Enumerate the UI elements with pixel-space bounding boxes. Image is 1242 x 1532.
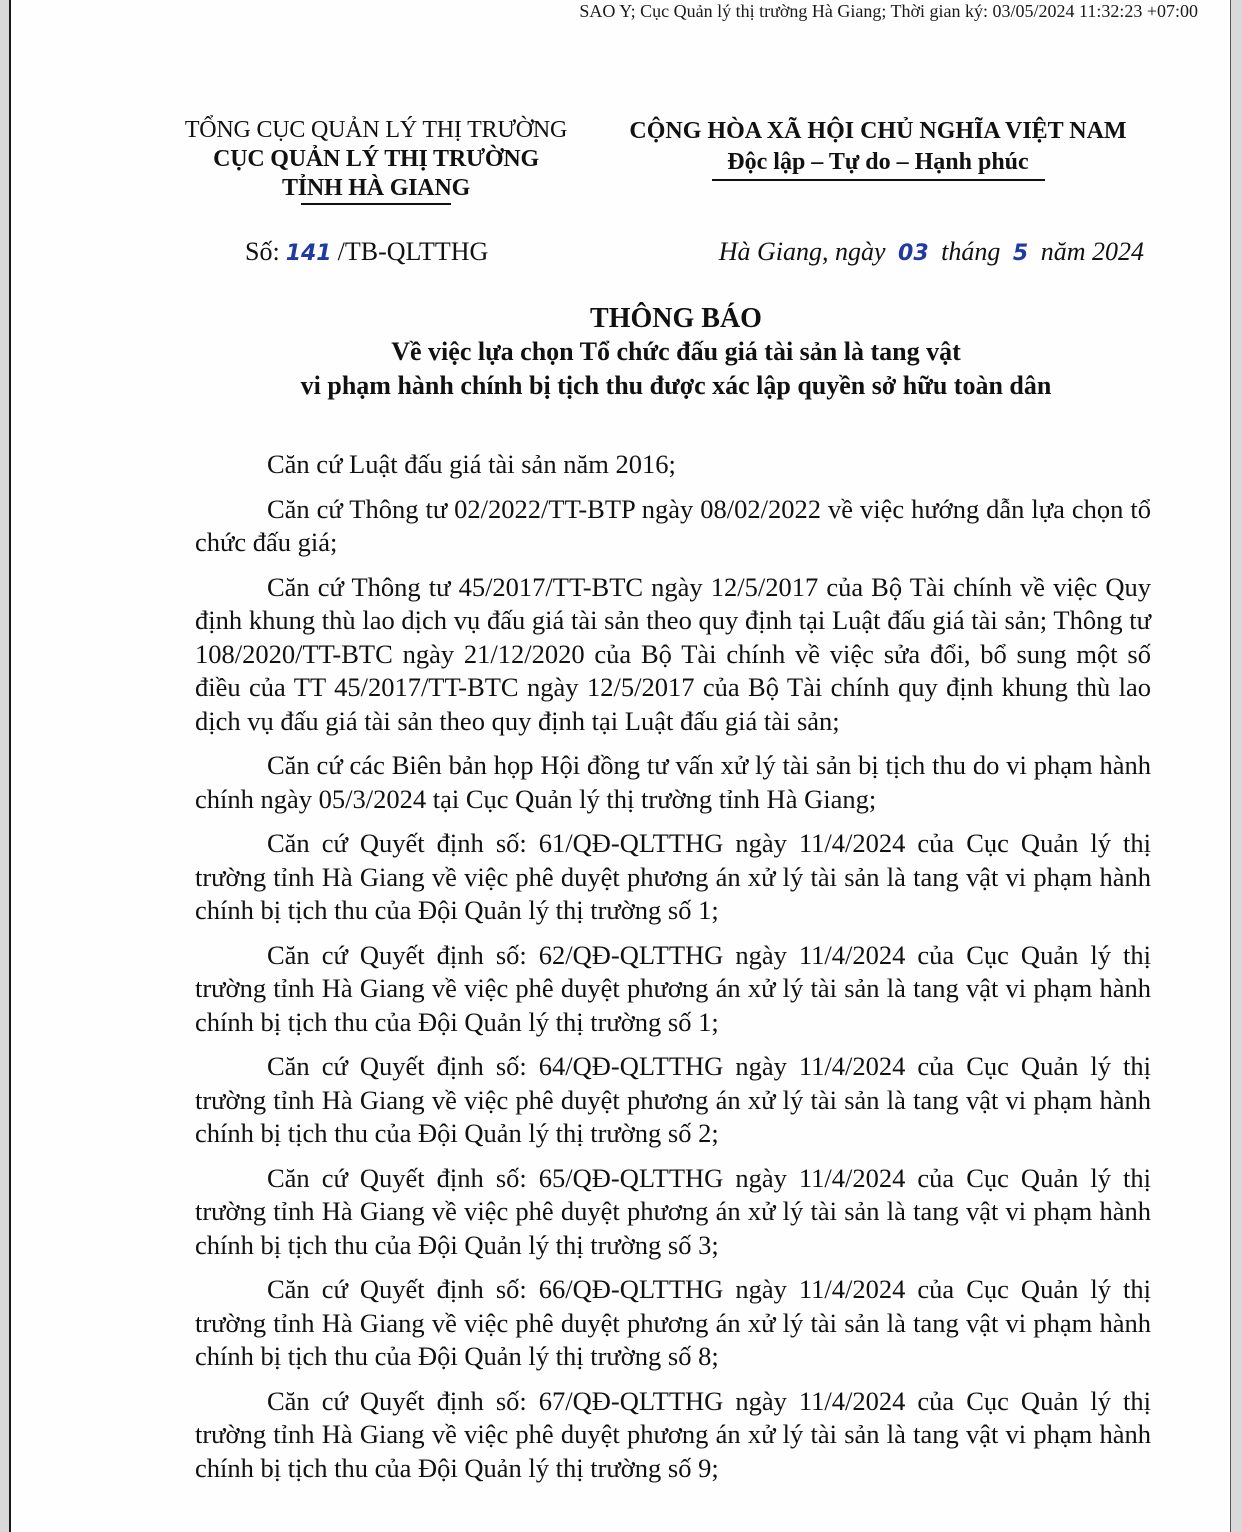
document-subtitle-line-1: Về việc lựa chọn Tổ chức đấu giá tài sản là tang vật [391, 337, 961, 366]
document-date [719, 236, 1144, 270]
national-motto-header [603, 116, 1153, 181]
date-year: năm 2024 [1040, 237, 1144, 266]
handwritten-month: 5 [1012, 241, 1029, 266]
digital-signature-stamp: SAO Y; Cục Quản lý thị trường Hà Giang; Thời gian ký: 03/05/2024 11:32:23 +07:00 [579, 1, 1198, 21]
handwritten-document-number: 141 [285, 241, 332, 266]
country-name: CỘNG HÒA XÃ HỘI CHỦ NGHĨA VIỆT NAM [629, 118, 1127, 144]
parent-agency: TỔNG CỤC QUẢN LÝ THỊ TRƯỜNG [184, 117, 568, 143]
handwritten-day: 03 [898, 241, 929, 266]
reference-prefix: Số: [245, 237, 280, 266]
motto-underline [712, 179, 1045, 181]
legal-basis-paragraph: Căn cứ Quyết định số: 67/QĐ-QLTTHG ngày 11/4/2024 của Cục Quản lý thị trường tỉnh Hà Giang về việc phê duyệt phương án xử lý tài sản là tang vật vi phạm hành chính bị tịch thu của Đội Quản lý thị trường số 9; [195, 1385, 1151, 1483]
document-reference [245, 236, 488, 270]
legal-basis-paragraph: Căn cứ Quyết định số: 62/QĐ-QLTTHG ngày 11/4/2024 của Cục Quản lý thị trường tỉnh Hà Giang về việc phê duyệt phương án xử lý tài sản là tang vật vi phạm hành chính bị tịch thu của Đội Quản lý thị trường số 1; [195, 939, 1151, 1037]
legal-basis-paragraph: Căn cứ Quyết định số: 64/QĐ-QLTTHG ngày 11/4/2024 của Cục Quản lý thị trường tỉnh Hà Giang về việc phê duyệt phương án xử lý tài sản là tang vật vi phạm hành chính bị tịch thu của Đội Quản lý thị trường số 2; [195, 1051, 1151, 1148]
document-subtitle-line-2: vi phạm hành chính bị tịch thu được xác lập quyền sở hữu toàn dân [300, 371, 1052, 400]
legal-basis-paragraph: Căn cứ Quyết định số: 65/QĐ-QLTTHG ngày 11/4/2024 của Cục Quản lý thị trường tỉnh Hà Giang về việc phê duyệt phương án xử lý tài sản là tang vật vi phạm hành chính bị tịch thu của Đội Quản lý thị trường số 3; [195, 1162, 1151, 1260]
legal-basis-paragraph: Căn cứ Quyết định số: 66/QĐ-QLTTHG ngày 11/4/2024 của Cục Quản lý thị trường tỉnh Hà Giang về việc phê duyệt phương án xử lý tài sản là tang vật vi phạm hành chính bị tịch thu của Đội Quản lý thị trường số 8; [195, 1274, 1151, 1371]
document-title-block [191, 302, 1161, 403]
agency-underline [301, 203, 451, 205]
date-month-label: tháng [941, 237, 1001, 266]
legal-basis-paragraph: Căn cứ Thông tư 02/2022/TT-BTP ngày 08/02/2022 về việc hướng dẫn lựa chọn tổ chức đấu giá; [195, 493, 1151, 557]
date-place: Hà Giang, ngày [718, 237, 886, 266]
document-title: THÔNG BÁO [590, 303, 762, 334]
issuing-agency-header [161, 116, 591, 205]
legal-basis-paragraph: Căn cứ Quyết định số: 61/QĐ-QLTTHG ngày 11/4/2024 của Cục Quản lý thị trường tỉnh Hà Giang về việc phê duyệt phương án xử lý tài sản là tang vật vi phạm hành chính bị tịch thu của Đội Quản lý thị trường số 1; [195, 828, 1151, 925]
document-page [9, 0, 1231, 1532]
national-motto: Độc lập – Tự do – Hạnh phúc [727, 149, 1029, 175]
reference-suffix: /TB-QLTTHG [337, 237, 489, 266]
agency-name: CỤC QUẢN LÝ THỊ TRƯỜNG [213, 146, 539, 172]
legal-basis-paragraph: Căn cứ Thông tư 45/2017/TT-BTC ngày 12/5/2017 của Bộ Tài chính về việc Quy định khung thù lao dịch vụ đấu giá tài sản theo quy định tại Luật đấu giá tài sản; Thông tư 108/2020/TT-BTC ngày 21/12/2020 của Bộ Tài chính về việc sửa đổi, bổ sung một số điều của TT 45/2017/TT-BTC ngày 12/5/2017 của Bộ Tài chính quy định khung thù lao dịch vụ đấu giá tài sản theo quy định tại Luật đấu giá tài sản; [195, 571, 1151, 736]
document-body [195, 448, 1151, 1496]
agency-province: TỈNH HÀ GIANG [281, 175, 471, 201]
legal-basis-paragraph: Căn cứ các Biên bản họp Hội đồng tư vấn xử lý tài sản bị tịch thu do vi phạm hành chính ngày 05/3/2024 tại Cục Quản lý thị trường tỉnh Hà Giang; [195, 750, 1151, 814]
legal-basis-paragraph: Căn cứ Luật đấu giá tài sản năm 2016; [267, 449, 676, 479]
